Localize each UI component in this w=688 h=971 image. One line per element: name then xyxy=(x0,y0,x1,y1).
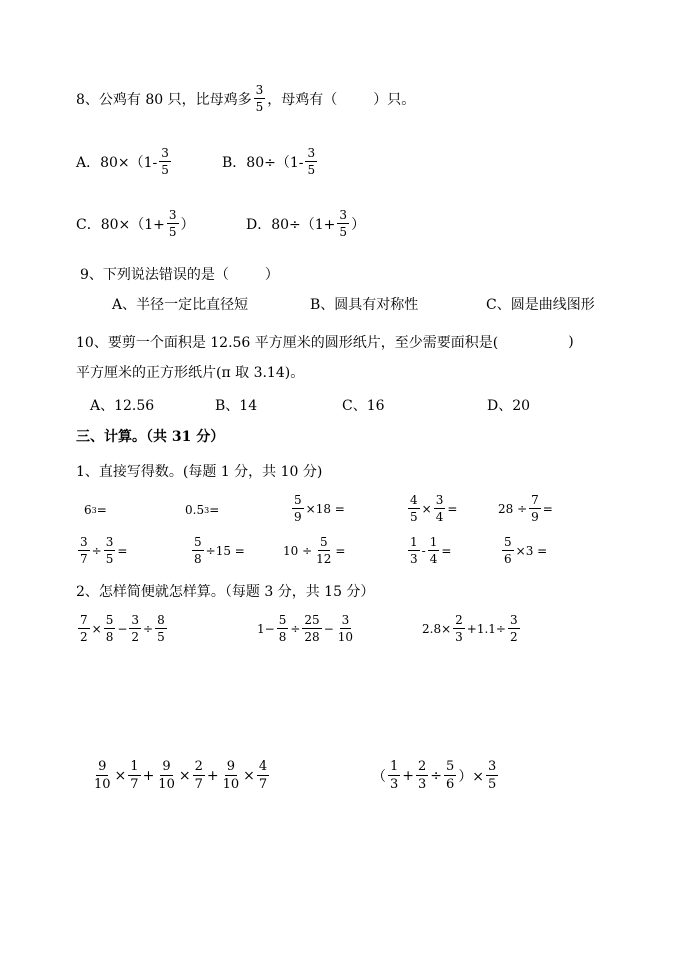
calc-2-5: （ $\frac{1}{3}$ + $\frac{2}{3}$ ÷ $\frac{5}{6}$ ）× $\frac{3}{5}$ xyxy=(372,759,497,792)
q10-line1: 10、要剪一个面积是 12.56 平方厘米的圆形纸片，至少需要面积是( ) xyxy=(76,334,574,351)
q8-suffix-a: ，母鸡有（ xyxy=(267,91,338,108)
calc-2-1: $\frac{7}{2}$ × $\frac{5}{8}$ − $\frac{3}{2}$ ÷ $\frac{8}{5}$ xyxy=(80,613,165,644)
section3-title: 三、计算。（共 31 分） xyxy=(76,429,225,445)
q8-option-d[interactable]: D．80÷（1+ $\frac{3}{5}$ ） xyxy=(246,208,366,239)
calc-2-3: 2.8× $\frac{2}{3}$ +1.1÷ $\frac{3}{2}$ xyxy=(422,613,518,644)
calc-1-7: $\frac{5}{8}$ ÷15 = xyxy=(194,535,245,566)
q8-option-c[interactable]: C．80×（1+ $\frac{3}{5}$ ） xyxy=(76,208,195,239)
q8-prefix: 8、公鸡有 80 只，比母鸡多 xyxy=(76,91,252,108)
q10-line2: 平方厘米的正方形纸片(π 取 3.14)。 xyxy=(76,365,305,381)
calc-1-5: 28 ÷ $\frac{7}{9}$ = xyxy=(498,493,553,524)
q10-option-b[interactable]: B、14 xyxy=(215,398,258,414)
q9-option-c[interactable]: C、圆是曲线图形 xyxy=(486,297,595,313)
part1-title: 1、直接写得数。(每题 1 分，共 10 分) xyxy=(76,464,323,480)
calc-2-4: $\frac{9}{10}$ × $\frac{1}{7}$ + $\frac{9}{10}$ × $\frac{2}{7}$ + $\frac{9}{10}$ × $\frac{4}{7}$ xyxy=(94,759,268,792)
part2-title: 2、怎样简便就怎样算。（每题 3 分，共 15 分） xyxy=(76,584,375,600)
q10-option-d[interactable]: D、20 xyxy=(487,398,531,414)
calc-1-9: $\frac{1}{3}$ - $\frac{1}{4}$ = xyxy=(410,535,452,566)
calc-1-8: 10 ÷ $\frac{5}{12}$ = xyxy=(283,535,346,566)
q10-option-c[interactable]: C、16 xyxy=(342,398,385,414)
calc-2-2: 1− $\frac{5}{8}$ ÷ $\frac{25}{28}$ − $\frac{3}{10}$ xyxy=(257,613,354,644)
q8-fraction: $\frac{3}{5}$ xyxy=(255,83,264,114)
q9-option-a[interactable]: A、半径一定比直径短 xyxy=(112,297,249,313)
calc-1-4: $\frac{4}{5}$ × $\frac{3}{4}$ = xyxy=(410,493,458,524)
calc-1-6: $\frac{3}{7}$ ÷ $\frac{3}{5}$ = xyxy=(80,535,128,566)
calc-1-10: $\frac{5}{6}$ ×3 = xyxy=(504,535,548,566)
q9-option-b[interactable]: B、圆具有对称性 xyxy=(310,297,419,313)
q8-suffix-b: ）只。 xyxy=(373,91,416,108)
q8-stem xyxy=(76,84,415,113)
calc-1-1: 6 3 = xyxy=(84,503,107,517)
q8-option-a[interactable]: A．80×（1- $\frac{3}{5}$ xyxy=(76,146,169,177)
q9-stem: 9、下列说法错误的是（ ） xyxy=(80,267,279,283)
calc-1-3: $\frac{5}{9}$ ×18 = xyxy=(294,493,345,524)
q8-option-b[interactable]: B．80÷（1- $\frac{3}{5}$ xyxy=(222,146,316,177)
calc-1-2: 0.5 3 = xyxy=(185,503,220,517)
q10-option-a[interactable]: A、12.56 xyxy=(90,398,155,414)
